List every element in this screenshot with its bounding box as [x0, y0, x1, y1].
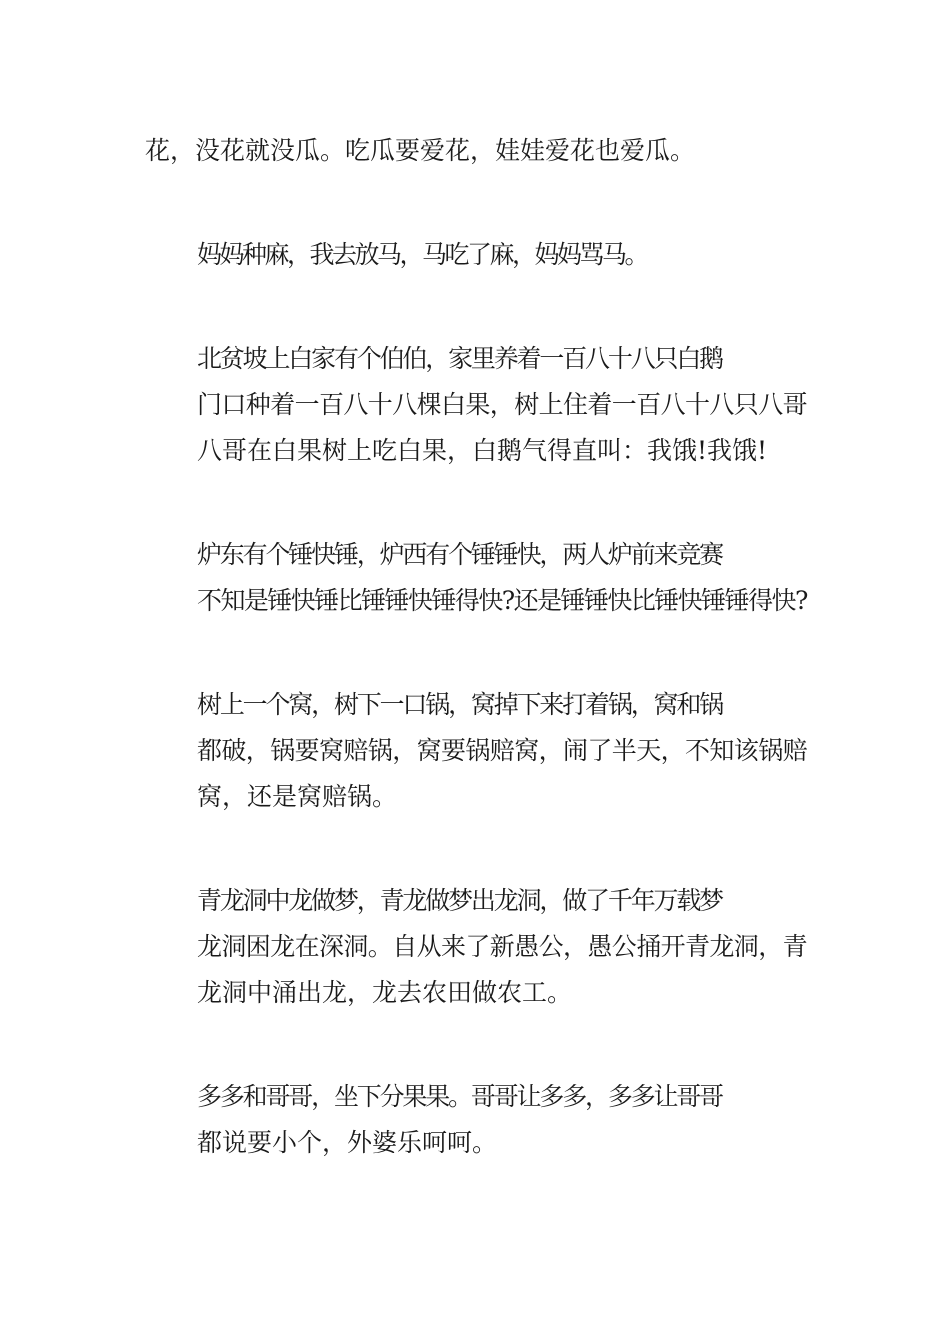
text-line: 窝，还是窝赔锅。 — [197, 782, 398, 811]
paragraph — [145, 1074, 805, 1166]
text-line: 都破，锅要窝赔锅，窝要锅赔窝，闹了半天，不知该锅赔 — [197, 736, 808, 765]
text-line: 北贫坡上白家有个伯伯，家里养着一百八十八只白鹅 — [197, 344, 723, 373]
paragraph — [145, 878, 808, 1016]
text-line: 花，没花就没瓜。吃瓜要爱花，娃娃爱花也爱瓜。 — [145, 136, 696, 165]
text-line: 妈妈种麻，我去放马，马吃了麻，妈妈骂马。 — [197, 240, 648, 269]
paragraph — [145, 682, 808, 820]
text-line: 多多和哥哥，坐下分果果。哥哥让多多，多多让哥哥 — [197, 1082, 723, 1111]
text-line: 龙洞困龙在深洞。自从来了新愚公，愚公捅开青龙洞，青 — [197, 932, 808, 961]
text-line: 八哥在白果树上吃白果，白鹅气得直叫：我饿!我饿! — [197, 436, 768, 465]
text-line: 龙洞中涌出龙，龙去农田做农工。 — [197, 978, 573, 1007]
paragraph — [145, 128, 805, 174]
text-line: 树上一个窝，树下一口锅，窝掉下来打着锅，窝和锅 — [197, 690, 723, 719]
paragraph — [145, 232, 805, 278]
text-line: 不知是锤快锤比锤锤快锤得快?还是锤锤快比锤快锤锤得快? — [197, 586, 807, 615]
paragraph — [145, 336, 808, 474]
text-line: 门口种着一百八十八棵白果，树上住着一百八十八只八哥 — [197, 390, 808, 419]
paragraph — [145, 532, 805, 624]
text-line: 青龙洞中龙做梦，青龙做梦出龙洞，做了千年万载梦 — [197, 886, 723, 915]
document-body — [145, 128, 808, 1224]
text-line: 炉东有个锤快锤，炉西有个锤锤快，两人炉前来竞赛 — [197, 540, 723, 569]
text-line: 都说要小个，外婆乐呵呵。 — [197, 1128, 498, 1157]
